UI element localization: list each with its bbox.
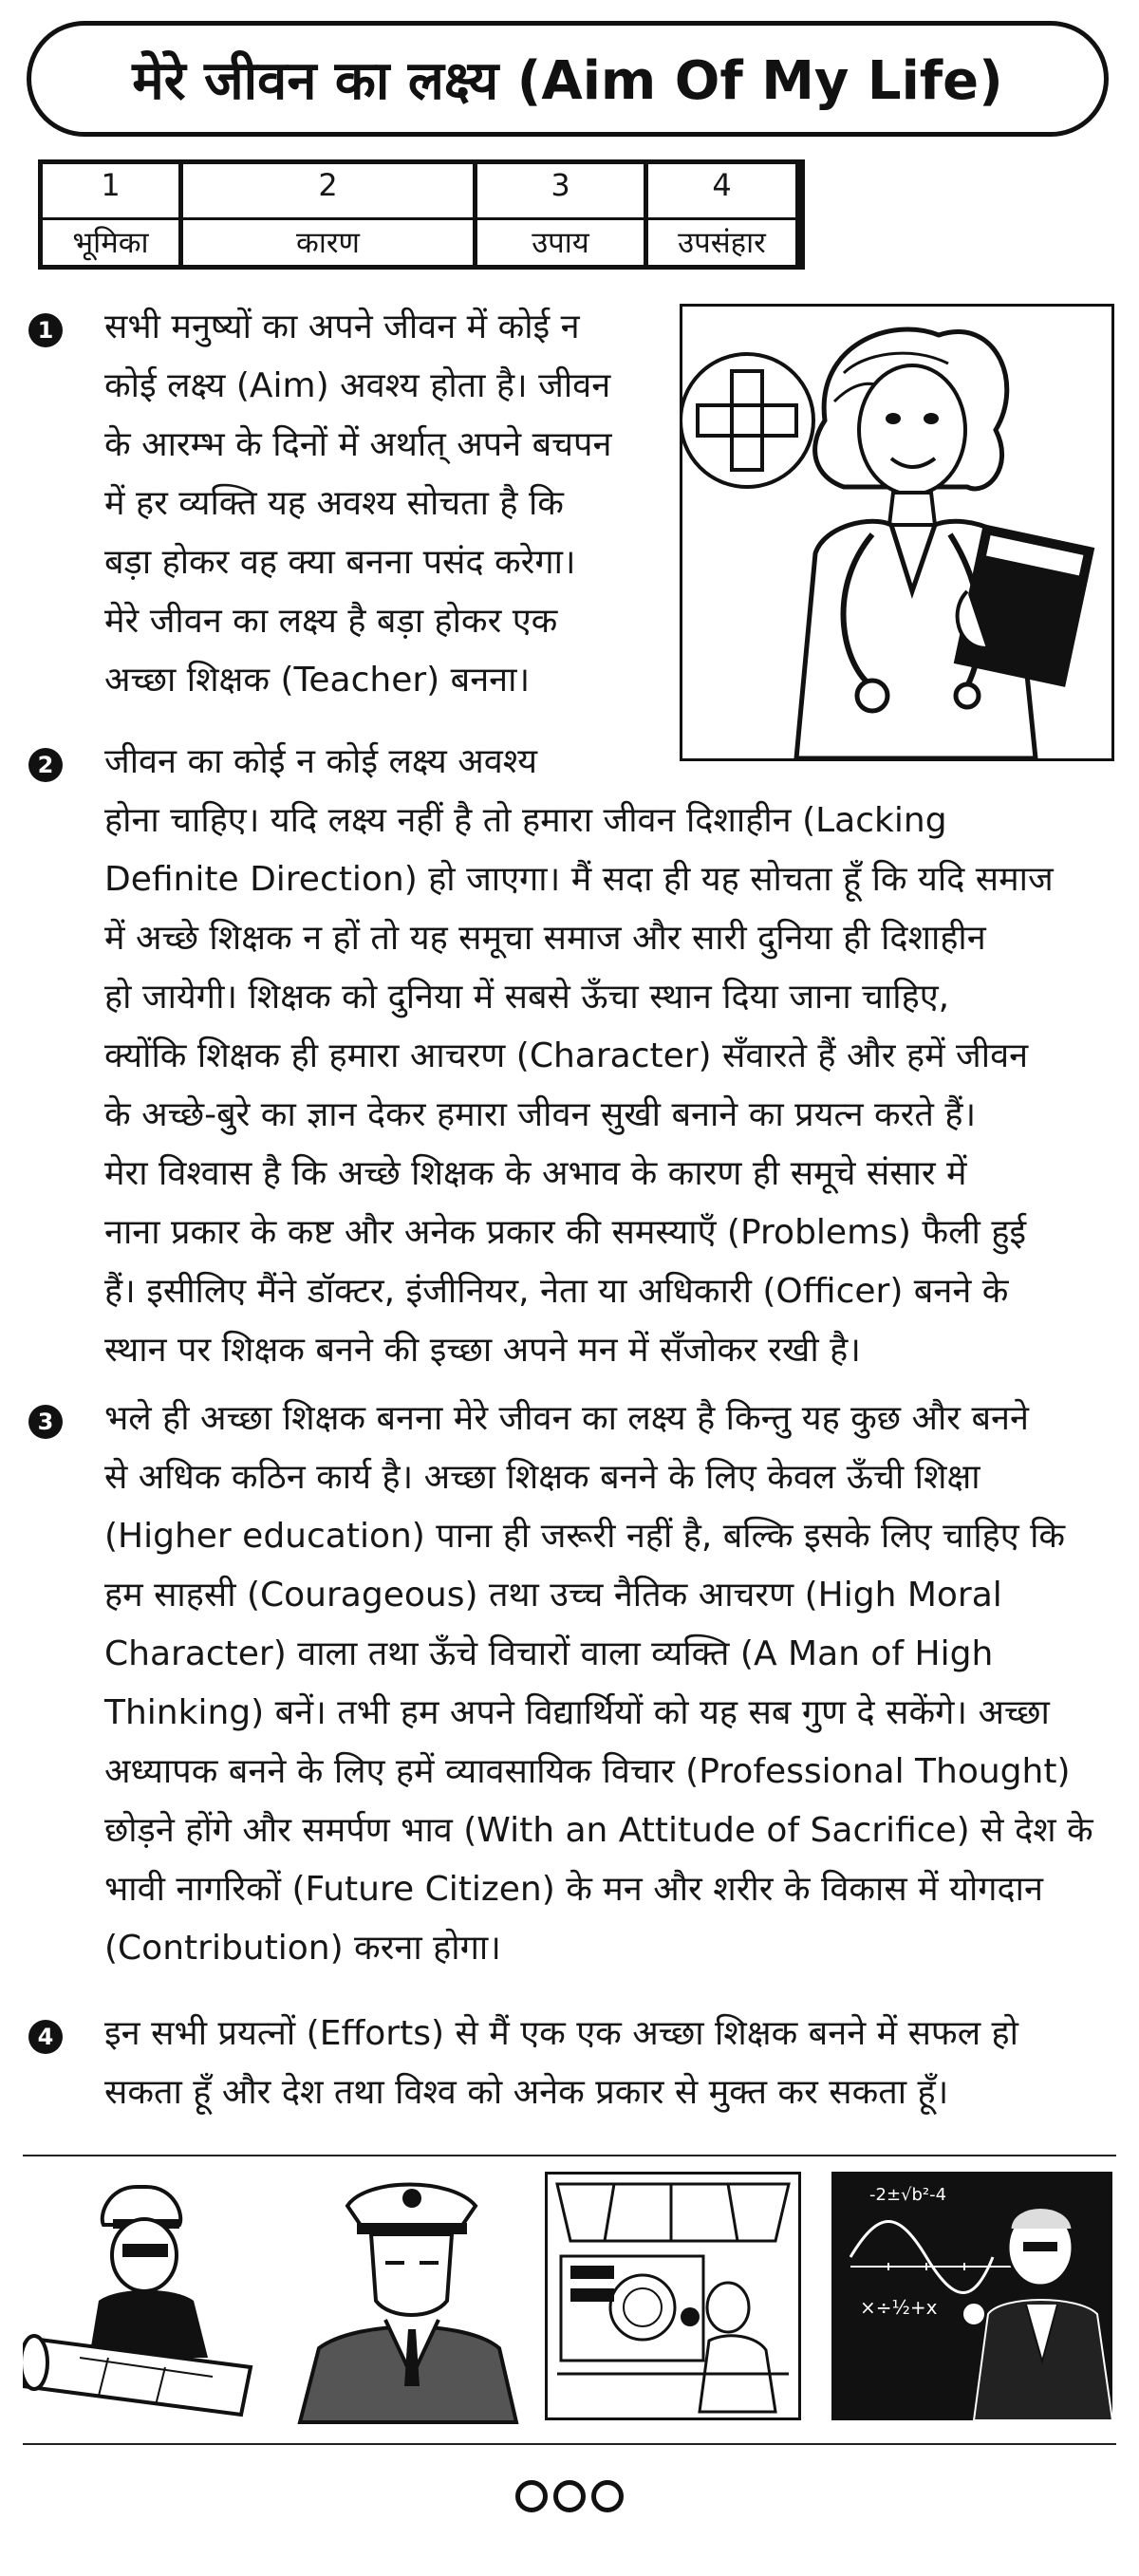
text-line: भले ही अच्छा शिक्षक बनना मेरे जीवन का लक्ष्य है किन्तु यह कुछ और बनने [104,1399,1029,1438]
paragraph-4 [104,2005,1111,2122]
text-line: जीवन का कोई न कोई लक्ष्य अवश्य [104,742,537,781]
engineer-image [23,2168,270,2424]
text-line: Thinking) बनें। तभी हम अपने विद्यार्थियों को यह सब गुण दे सकेंगे। अच्छा [104,1693,1050,1732]
text-line: मेरा विश्वास है कि अच्छे शिक्षक के अभाव के कारण ही समूचे संसार में [104,1154,967,1193]
bullet-number: 4 [28,2020,63,2054]
text-line: के आरम्भ के दिनों में अर्थात् अपने बचपन [104,425,612,464]
circle-icon [591,2480,624,2512]
text-line: क्योंकि शिक्षक ही हमारा आचरण (Character) सँवारते हैं और हमें जीवन [104,1036,1029,1075]
text-line: के अच्छे-बुरे का ज्ञान देकर हमारा जीवन सुखी बनाने का प्रयत्न करते हैं। [104,1095,977,1134]
text-line: (Contribution) करना होगा। [104,1929,501,1968]
outline-label: उपाय [532,225,589,260]
text-line: कोई लक्ष्य (Aim) अवश्य होता है। जीवन [104,366,611,405]
teacher-image [831,2172,1112,2420]
text-line: नाना प्रकार के कष्ट और अनेक प्रकार की समस्याएँ (Problems) फैली हुई [104,1213,1027,1252]
text-line: इन सभी प्रयत्नों (Efforts) से मैं एक एक अच्छा शिक्षक बनने में सफल हो [104,2014,1018,2053]
text-line: सभी मनुष्यों का अपने जीवन में कोई न [104,308,580,346]
text-line: हैं। इसीलिए मैंने डॉक्टर, इंजीनियर, नेता या अधिकारी (Officer) बनने के [104,1272,1009,1311]
paragraph-2 [104,733,1111,1380]
officer-illustration [281,2168,528,2424]
text-line: बड़ा होकर वह क्या बनना पसंद करेगा। [104,543,576,582]
blackboard-formula: -2±√b²-4 [869,2185,947,2205]
text-line: मेरे जीवन का लक्ष्य है बड़ा होकर एक [104,602,558,641]
outline-number: 4 [712,167,732,203]
text-line: में अच्छे शिक्षक न हों तो यह समूचा समाज और सारी दुनिया ही दिशाहीन [104,919,986,958]
paragraph-3 [104,1390,1111,1978]
end-ornament [508,2477,631,2515]
text-line: Definite Direction) हो जाएगा। मैं सदा ही यह सोचता हूँ कि यदि समाज [104,860,1054,899]
outline-cell [648,164,800,265]
outline-cell [183,164,477,265]
bullet-number: 2 [28,748,63,782]
text-line: (Higher education) पाना ही जरूरी नहीं है, बल्कि इसके लिए चाहिए कि [104,1517,1066,1556]
outline-label: कारण [296,225,360,260]
teacher-illustration [831,2172,1112,2420]
divider [23,2443,1116,2445]
text-line: Character) वाला तथा ऊँचे विचारों वाला व्यक्ति (A Man of High [104,1634,994,1673]
outline-label: भूमिका [72,225,149,260]
text-line: होना चाहिए। यदि लक्ष्य नहीं है तो हमारा जीवन दिशाहीन (Lacking [104,801,947,840]
text-line: अच्छा शिक्षक (Teacher) बनना। [104,661,531,700]
outline-number: 2 [318,167,338,203]
pilot-illustration [545,2172,801,2420]
outline-table [38,159,805,270]
text-line: अध्यापक बनने के लिए हमें व्यावसायिक विचार (Professional Thought) [104,1752,1071,1791]
outline-cell [43,164,183,265]
blackboard-fraction: ×÷½+x [860,2296,938,2319]
outline-number: 1 [101,167,121,203]
outline-label: उपसंहार [678,225,766,260]
text-line: छोड़ने होंगे और समर्पण भाव (With an Attitude of Sacrifice) से देश के [104,1811,1093,1850]
text-line: भावी नागरिकों (Future Citizen) के मन और शरीर के विकास में योगदान [104,1870,1043,1909]
page-title: मेरे जीवन का लक्ष्य (Aim Of My Life) [27,21,1109,137]
text-line: में हर व्यक्ति यह अवश्य सोचता है कि [104,484,564,523]
circle-icon [515,2480,548,2512]
text-line: से अधिक कठिन कार्य है। अच्छा शिक्षक बनने के लिए केवल ऊँची शिक्षा [104,1458,980,1497]
outline-cell [477,164,648,265]
outline-number: 3 [551,167,570,203]
divider [23,2155,1116,2156]
doctor-illustration [680,304,1114,761]
doctor-image [682,307,1111,758]
text-line: हम साहसी (Courageous) तथा उच्च नैतिक आचरण (High Moral [104,1576,1002,1615]
text-line: सकता हूँ और देश तथा विश्व को अनेक प्रकार से मुक्त कर सकता हूँ। [104,2073,949,2112]
engineer-illustration [23,2168,270,2424]
bullet-number: 1 [28,313,63,347]
paragraph-1 [104,298,655,710]
pilot-image [548,2175,798,2417]
text-line: स्थान पर शिक्षक बनने की इच्छा अपने मन में सँजोकर रखी है। [104,1331,861,1370]
bullet-number: 3 [28,1405,63,1439]
text-line: हो जायेगी। शिक्षक को दुनिया में सबसे ऊँचा स्थान दिया जाना चाहिए, [104,978,950,1017]
circle-icon [553,2480,586,2512]
officer-image [281,2168,528,2424]
